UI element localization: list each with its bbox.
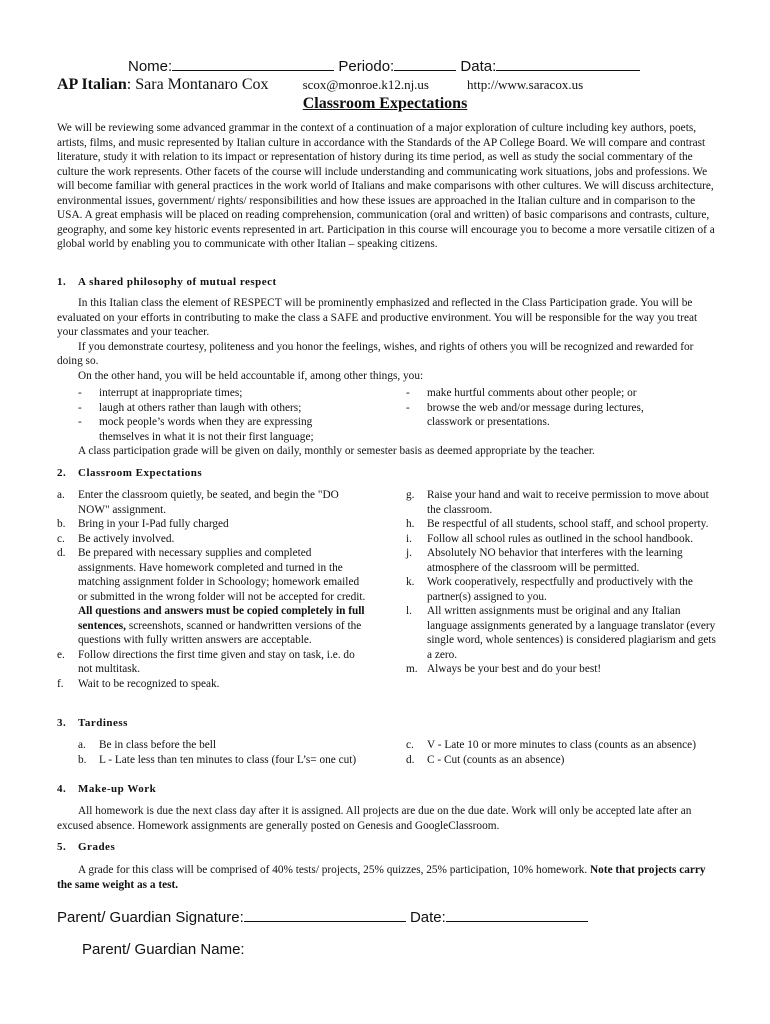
section-2-right-list — [406, 488, 716, 677]
signature-date-label: Date: — [409, 909, 446, 926]
list-item: d. C - Cut (counts as an absence) — [406, 753, 565, 766]
section-3-left-list — [78, 738, 368, 767]
list-item: b. Bring in your I-Pad fully charged — [57, 518, 229, 530]
signature-line — [57, 907, 588, 926]
section-2-heading: 2. Classroom Expectations — [57, 467, 203, 479]
signature-blank[interactable] — [244, 907, 406, 922]
teacher-email: scox@monroe.k12.nj.us — [302, 77, 429, 92]
list-item: e. Follow directions the first time given and stay on task, i.e. do not multitask. — [57, 648, 355, 675]
course-header: AP Italian: Sara Montanaro Cox scox@monroe.k12.nj.us http://www.saracox.us — [57, 76, 584, 93]
list-item: c. Be actively involved. — [57, 532, 175, 545]
section-1-body — [57, 296, 717, 383]
list-item: a. Be in class before the bell — [78, 739, 217, 751]
list-item: i. Follow all school rules as outlined in the school handbook. — [406, 532, 694, 545]
list-item: h. Be respectful of all students, school staff, and school property. — [406, 518, 709, 530]
section-2-left-list — [57, 488, 367, 691]
signature-date-blank[interactable] — [446, 907, 588, 922]
list-item: d. Be prepared with necessary supplies and completed assignments. Have homework completed and turned in the matching assignment folder in Schoology; homework emailed or submitted in the wrong folder will not be accepted for credit. All questions and answers must be copied completely in full sentences, screenshots, scanned or handwritten versions of the questions with fully written answers are acceptable. — [57, 547, 366, 646]
list-item: - laugh at others rather than laugh with others; — [78, 401, 302, 414]
student-info-line — [128, 56, 640, 75]
signature-label: Parent/ Guardian Signature: — [57, 909, 244, 926]
intro-paragraph: We will be reviewing some advanced grammar in the context of a continuation of a major exploration of culture including key authors, poets, artists, films, and music represented by Italian culture in accordance with the Standards of the AP College Board. We will compare and contrast literature, study it with relation to its impact or representation of history during its time period, as well as study the social commentary of the culture the work represents. Other facets of the course will include understanding and communicating work situations, jobs and professions. We will become familiar with general practices in the work world of Italians and make comparisons with other cultures. We will discuss architecture, environmental issues, government/ rights/ responsibilities and how these issues are approached in the Italian culture and in comparison to the USA. A great emphasis will be placed on reading comprehension, communication (oral and written) of basic comparisons and contrasts, culture, geography, and some key historic events represented in art. Participation in this course will encourage you to become a more versatile citizen of a global world by enabling you to communicate with other Italian – speaking citizens. — [57, 122, 715, 250]
section-1-paragraph: In this Italian class the element of RESPECT will be prominently emphasized and reflected in the Class Participation grade. You will be evaluated on your efforts in contributing to make the class a SAFE and productive environment. You will be responsible for the way you treat your classmates and your teacher. — [57, 297, 698, 338]
date-label: Data: — [460, 58, 497, 75]
guardian-name-line — [82, 941, 245, 958]
section-1-body-end — [57, 444, 717, 459]
name-label: Nome: — [128, 58, 173, 75]
section-5-body — [57, 863, 717, 892]
section-3-heading: 3. Tardiness — [57, 717, 128, 729]
section-1-right-list — [406, 386, 686, 430]
list-item: j. Absolutely NO behavior that interferes with the learning atmosphere of the classroom will be permitted. — [406, 547, 683, 574]
list-item: - browse the web and/or message during lectures, classwork or presentations. — [406, 401, 644, 428]
section-5-heading: 5. Grades — [57, 841, 116, 853]
guardian-name-label: Parent/ Guardian Name: — [82, 941, 245, 958]
date-blank[interactable] — [496, 56, 640, 71]
teacher-name: Sara Montanaro Cox — [135, 76, 269, 93]
section-3-right-list — [406, 738, 696, 767]
list-item: b. L - Late less than ten minutes to class (four L’s= one cut) — [78, 753, 357, 766]
list-item: - make hurtful comments about other people; or — [406, 387, 637, 399]
list-item: l. All written assignments must be original and any Italian language assignments generated by a language translator (every single word, whole sentences) is considered plagiarism and gets a zero. — [406, 605, 716, 661]
section-5-paragraph: A grade for this class will be comprised of 40% tests/ projects, 25% quizzes, 25% participation, 10% homework. Note that projects carry the same weight as a test. — [57, 864, 706, 891]
section-1-paragraph: A class participation grade will be given on daily, monthly or semester basis as deemed appropriate by the teacher. — [78, 445, 595, 457]
list-item: c. V - Late 10 or more minutes to class (counts as an absence) — [406, 739, 696, 751]
section-1-heading: 1. A shared philosophy of mutual respect — [57, 276, 277, 288]
list-item: f. Wait to be recognized to speak. — [57, 677, 220, 690]
name-blank[interactable] — [172, 56, 334, 71]
list-item: - interrupt at inappropriate times; — [78, 387, 243, 399]
list-item: k. Work cooperatively, respectfully and productively with the partner(s) assigned to you. — [406, 576, 693, 603]
section-1-paragraph: On the other hand, you will be held accountable if, among other things, you: — [78, 369, 424, 382]
list-item: m. Always be your best and do your best! — [406, 663, 602, 675]
section-1-left-list — [78, 386, 348, 444]
period-blank[interactable] — [394, 56, 456, 71]
section-4-heading: 4. Make-up Work — [57, 783, 157, 795]
course-name: AP Italian — [57, 76, 127, 93]
period-label: Periodo: — [338, 58, 395, 75]
teacher-website: http://www.saracox.us — [467, 77, 584, 92]
section-1-paragraph: If you demonstrate courtesy, politeness and you honor the feelings, wishes, and rights of others you will be recognized and rewarded for doing so. — [57, 340, 694, 367]
section-4-body — [57, 804, 717, 833]
list-item: - mock people’s words when they are expressing themselves in what it is not their first language; — [78, 416, 314, 443]
section-4-paragraph: All homework is due the next class day after it is assigned. All projects are due on the due date. Work will only be accepted late after an excused absence. Homework assignments are generally posted on Genesis and GoogleClassroom. — [57, 805, 692, 832]
list-item: a. Enter the classroom quietly, be seated, and begin the "DO NOW" assignment. — [57, 489, 339, 516]
list-item: g. Raise your hand and wait to receive permission to move about the classroom. — [406, 489, 709, 516]
page-title: Classroom Expectations — [302, 95, 468, 112]
